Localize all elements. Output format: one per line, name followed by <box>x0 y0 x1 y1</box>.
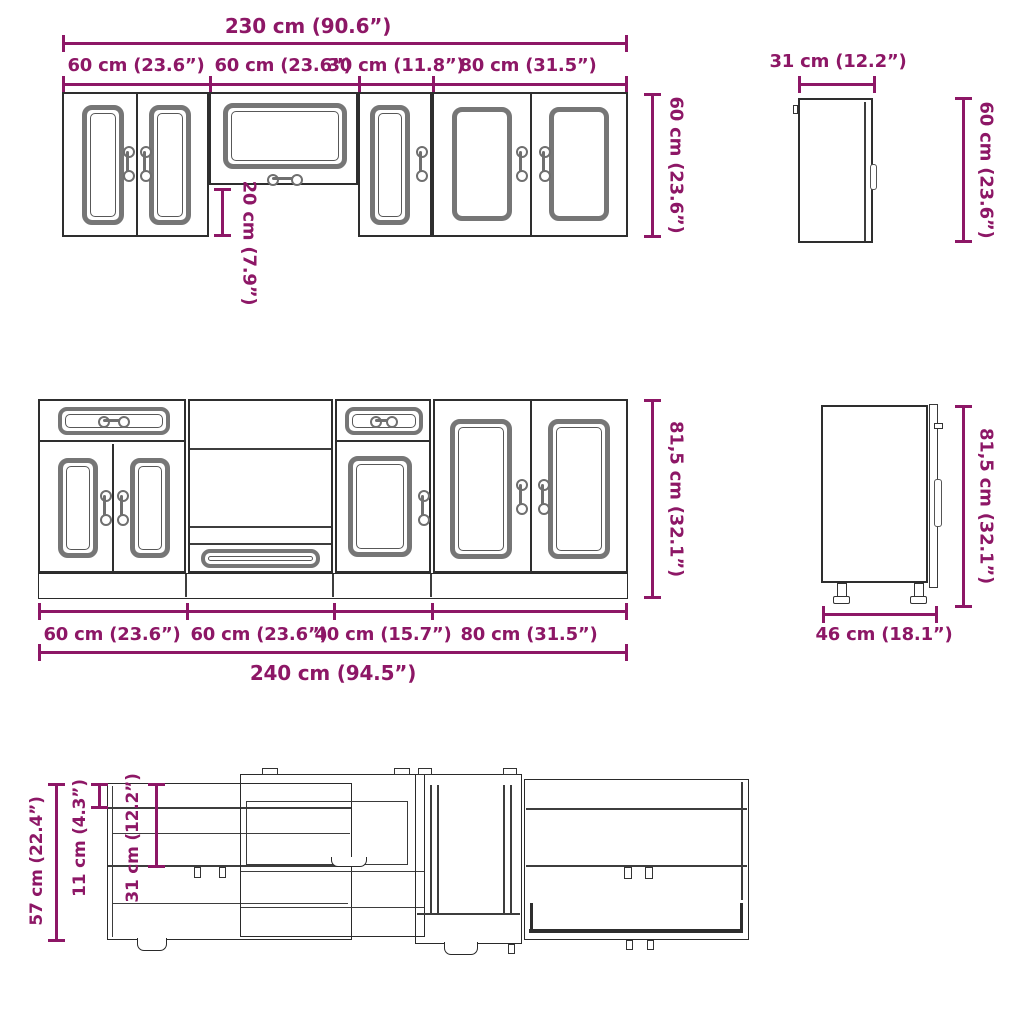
wall-cabinet-30-single-door <box>358 92 432 237</box>
open-carcass-box-3 <box>415 774 522 944</box>
adjustable-foot-stem <box>914 583 924 597</box>
door-panel <box>450 419 512 559</box>
side-door-handle <box>870 164 877 190</box>
base-cabinet-60-drawer-doors <box>38 399 186 573</box>
dim-line-wall-depth <box>798 83 876 86</box>
dim-label-base-depth: 46 cm (18.1”) <box>815 624 953 645</box>
side-top-fitting <box>934 423 943 429</box>
drawer-handle <box>98 416 130 424</box>
base-cabinet-60-oven-housing <box>188 399 333 573</box>
base-cabinet-80-two-doors <box>433 399 628 573</box>
dim-label-flap-clearance: 20 cm (7.9”) <box>238 180 260 306</box>
dim-label-base-side-height: 81,5 cm (32.1”) <box>975 427 997 585</box>
dim-tick <box>431 603 434 620</box>
dim-tick <box>358 76 361 93</box>
wall-cabinet-80-two-doors <box>432 92 628 237</box>
adjustable-foot-stem <box>837 583 847 597</box>
shelf-clip <box>194 867 201 878</box>
door-handle <box>416 146 424 182</box>
carcass-inner-edge <box>741 782 743 900</box>
dim-tick <box>432 76 435 93</box>
dim-line-base-total-width <box>38 651 628 654</box>
dim-label-wall-seg-4: 80 cm (31.5”) <box>459 55 597 76</box>
top-fitting-clip <box>262 768 278 775</box>
drawer-slide-line <box>510 785 512 915</box>
adjustable-foot-pad <box>833 596 850 604</box>
flap-door-panel <box>223 103 347 169</box>
shelf-clip <box>645 867 653 879</box>
door-panel <box>58 458 98 558</box>
oven-drawer-trim <box>201 549 320 568</box>
door-handle <box>538 479 546 515</box>
dim-tick <box>186 603 189 620</box>
dim-label-base-seg-1: 60 cm (23.6”) <box>43 624 181 645</box>
door-divider-line <box>530 94 532 235</box>
dim-label-base-height: 81,5 cm (32.1”) <box>665 420 687 578</box>
foot-clip <box>647 940 654 950</box>
dim-line-flap-clearance <box>221 188 224 237</box>
open-carcass-box-4 <box>524 779 749 940</box>
dim-tick <box>333 603 336 620</box>
door-handle <box>418 490 426 526</box>
flap-handle <box>267 174 303 182</box>
top-fitting-clip <box>394 768 410 775</box>
carcass-shelf-line <box>526 865 747 867</box>
wall-cabinet-60-two-doors <box>62 92 209 237</box>
door-panel <box>348 456 412 557</box>
door-panel <box>130 458 170 558</box>
carcass-inner-edge <box>112 786 113 937</box>
dim-line-base-height <box>651 399 654 599</box>
dim-line-top-clearance <box>98 783 101 809</box>
base-cabinet-40-drawer-door <box>335 399 431 573</box>
dim-label-base-seg-2: 60 cm (23.6”) <box>190 624 328 645</box>
dim-label-wall-seg-2: 60 cm (23.6”) <box>214 55 352 76</box>
adjustable-foot-pad <box>910 596 927 604</box>
open-drawer-box <box>246 801 408 865</box>
drawer-pull-notch <box>137 938 167 951</box>
dim-line-interior-height <box>55 783 58 942</box>
door-handle <box>123 146 131 182</box>
dim-label-interior-height: 57 cm (22.4”) <box>27 796 47 926</box>
corner-bracket <box>530 903 533 930</box>
door-panel <box>452 107 512 221</box>
door-handle <box>117 490 125 526</box>
top-fitting-clip <box>503 768 517 775</box>
door-handle <box>100 490 108 526</box>
hinge-mark <box>793 105 798 114</box>
carcass-line <box>241 907 424 908</box>
dim-label-base-seg-3: 40 cm (15.7”) <box>314 624 452 645</box>
plinth-separator <box>185 574 187 597</box>
base-plinth <box>38 573 628 599</box>
dim-tick <box>209 76 212 93</box>
door-panel <box>548 419 610 559</box>
foot-clip <box>626 940 633 950</box>
base-cabinet-side-view <box>821 405 928 583</box>
dim-label-wall-depth: 31 cm (12.2”) <box>769 51 907 72</box>
bottom-rail <box>529 929 743 933</box>
door-handle <box>539 146 547 182</box>
drawer-handle <box>370 416 398 424</box>
plinth-separator <box>430 574 432 597</box>
dim-label-base-seg-4: 80 cm (31.5”) <box>460 624 598 645</box>
dim-line-wall-total-width <box>62 42 628 45</box>
door-panel <box>82 105 124 225</box>
dim-line-drawer-height <box>155 783 158 868</box>
dim-line-wall-height <box>651 93 654 238</box>
door-handle <box>140 146 148 182</box>
drawer-divider-line <box>40 440 184 442</box>
door-panel <box>149 105 191 225</box>
drawer-slide-line <box>503 785 505 915</box>
dim-label-wall-height: 60 cm (23.6”) <box>665 96 687 234</box>
door-handle <box>516 479 524 515</box>
foot-clip <box>508 944 515 954</box>
top-fitting-clip <box>418 768 432 775</box>
drawer-slide-line <box>437 785 439 915</box>
drawer-slide-line <box>430 785 432 915</box>
oven-middle-line <box>190 526 331 528</box>
oven-lower-line <box>190 543 331 545</box>
dim-line-base-depth <box>822 613 938 616</box>
corner-bracket <box>740 903 743 930</box>
wall-cabinet-side-view <box>798 98 873 243</box>
drawer-divider-line <box>337 440 429 442</box>
oven-top-line <box>190 448 331 450</box>
door-handle <box>516 146 524 182</box>
dim-line-wall-side-height <box>962 97 965 243</box>
shelf-clip <box>219 867 226 878</box>
door-panel <box>370 105 410 225</box>
door-divider-line <box>530 401 532 571</box>
dim-label-wall-seg-1: 60 cm (23.6”) <box>67 55 205 76</box>
shelf-clip <box>624 867 632 879</box>
side-door-handle <box>934 479 942 527</box>
drawer-pull-notch <box>444 942 478 955</box>
dim-line-base-side-height <box>962 405 965 608</box>
dim-label-wall-seg-3: 30 cm (11.8”) <box>327 55 465 76</box>
dim-label-base-total-width: 240 cm (94.5”) <box>249 661 417 685</box>
dim-label-wall-total-width: 230 cm (90.6”) <box>224 14 392 38</box>
dim-line-base-segments <box>38 610 628 613</box>
door-divider-line <box>112 444 114 571</box>
door-panel <box>549 107 609 221</box>
drawer-pull-notch <box>331 857 367 867</box>
dim-label-top-clearance: 11 cm (4.3”) <box>70 779 90 897</box>
dim-label-drawer-height: 31 cm (12.2”) <box>123 773 143 903</box>
door-edge-line <box>864 102 866 241</box>
carcass-line <box>526 808 747 810</box>
door-divider-line <box>136 94 138 235</box>
dim-line-wall-segments <box>62 83 628 86</box>
wall-cabinet-60-flap <box>209 92 358 185</box>
carcass-line <box>417 913 520 915</box>
plinth-separator <box>332 574 334 597</box>
carcass-line <box>241 871 424 872</box>
dim-label-wall-side-height: 60 cm (23.6”) <box>975 101 997 239</box>
